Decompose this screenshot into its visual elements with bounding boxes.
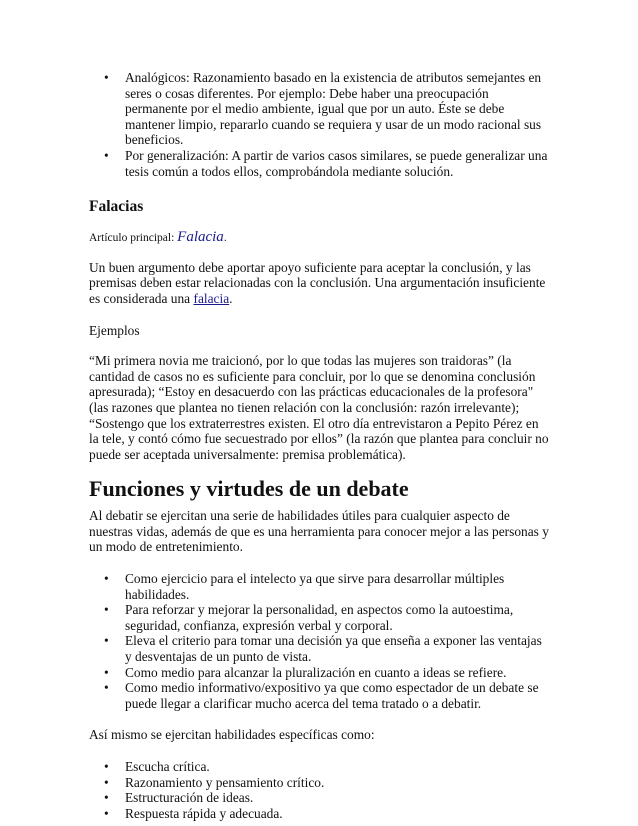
falacia-link[interactable]: falacia	[193, 290, 230, 306]
list-item	[89, 571, 549, 602]
falacias-paragraph-text: Un buen argumento debe aportar apoyo suficiente para aceptar la conclusión, y las premisas deben estar relacionadas con la conclusión. Una argumentación insuficiente es considerada una	[89, 259, 546, 306]
list-item-text: Como ejercicio para el intelecto ya que sirve para desarrollar múltiples habilidades.	[125, 571, 505, 602]
falacias-heading: Falacias	[89, 198, 144, 216]
bullet-icon: •	[104, 805, 109, 821]
list-item	[89, 602, 549, 633]
bullet-icon: •	[104, 571, 109, 587]
falacias-paragraph-end: .	[229, 290, 233, 306]
funciones-intro: Al debatir se ejercitan una serie de habilidades útiles para cualquier aspecto de nuestras vidas, además de que es una herramienta para conocer mejor a las personas y un modo de entretenimiento.	[89, 508, 549, 555]
bullet-icon: •	[104, 602, 109, 618]
bullet-icon: •	[104, 664, 109, 680]
list-item	[89, 148, 549, 179]
list-item-text: Como medio para alcanzar la pluralización en cuanto a ideas se refiere.	[125, 664, 507, 680]
bullet-icon: •	[104, 680, 109, 696]
list-item-text: Para reforzar y mejorar la personalidad, en aspectos como la autoestima, seguridad, confianza, expresión verbal y corporal.	[125, 602, 514, 633]
list-item-text: Estructuración de ideas.	[125, 790, 254, 806]
document-page	[89, 70, 549, 821]
bullet-icon: •	[104, 790, 109, 806]
reasoning-types-list	[89, 70, 549, 179]
list-item-text: Razonamiento y pensamiento crítico.	[125, 774, 325, 790]
funciones-heading: Funciones y virtudes de un debate	[89, 476, 409, 502]
functions-list	[89, 571, 549, 711]
list-item-text: Eleva el criterio para tomar una decisión ya que enseña a exponer las ventajas y desventajas de un punto de vista.	[125, 633, 542, 665]
bullet-icon: •	[104, 759, 109, 774]
falacia-article-link[interactable]: Falacia	[177, 229, 224, 246]
list-item	[89, 665, 549, 681]
bullet-icon: •	[104, 774, 109, 790]
list-item	[89, 775, 549, 791]
list-item	[89, 70, 549, 148]
skills-intro: Así mismo se ejercitan habilidades específicas como:	[89, 727, 375, 743]
examples-paragraph: “Mi primera novia me traicionó, por lo que todas las mujeres son traidoras” (la cantidad de casos no es suficiente para concluir, por lo que se denomina conclusión apresurada); “Estoy en desacuerdo con las prácticas educacionales de la profesora" (las razones que plantea no tienen relación con la conclusión: razón irrelevante); “Sostengo que los extraterrestres existen. El otro día entrevistaron a Pepito Pérez en la tele, y contó cómo fue secuestrado por ellos” (la razón que plantea para concluir no puede ser aceptada universalmente: premisa problemática).	[89, 353, 549, 462]
bullet-icon: •	[104, 70, 109, 85]
list-item-text: Como medio informativo/expositivo ya que como espectador de un debate se puede llegar a clarificar mucho acerca del tema tratado o a debatir.	[125, 680, 539, 711]
list-item-text: Respuesta rápida y adecuada.	[125, 805, 283, 821]
list-item	[89, 759, 549, 775]
main-article-line	[89, 229, 549, 247]
examples-label: Ejemplos	[89, 322, 140, 338]
list-item	[89, 680, 549, 711]
list-item-text: Analógicos: Razonamiento basado en la existencia de atributos semejantes en seres o cosas diferentes. Por ejemplo: Debe haber una preocupación permanente por el medio ambiente, igual que por un auto. Éste se debe mantener limpio, repararlo cuando se requiera y usar de un modo racional sus beneficios.	[125, 70, 542, 148]
list-item	[89, 790, 549, 806]
main-article-label: Artículo principal:	[89, 232, 178, 245]
bullet-icon: •	[104, 147, 109, 163]
list-item	[89, 806, 549, 822]
main-article-end: .	[223, 232, 227, 245]
skills-list	[89, 759, 549, 821]
bullet-icon: •	[104, 633, 109, 649]
list-item-text: Escucha crítica.	[125, 759, 210, 774]
list-item	[89, 633, 549, 664]
list-item-text: Por generalización: A partir de varios casos similares, se puede generalizar una tesis común a todos ellos, comprobándola mediante solución.	[125, 147, 548, 179]
falacias-paragraph	[89, 260, 549, 307]
